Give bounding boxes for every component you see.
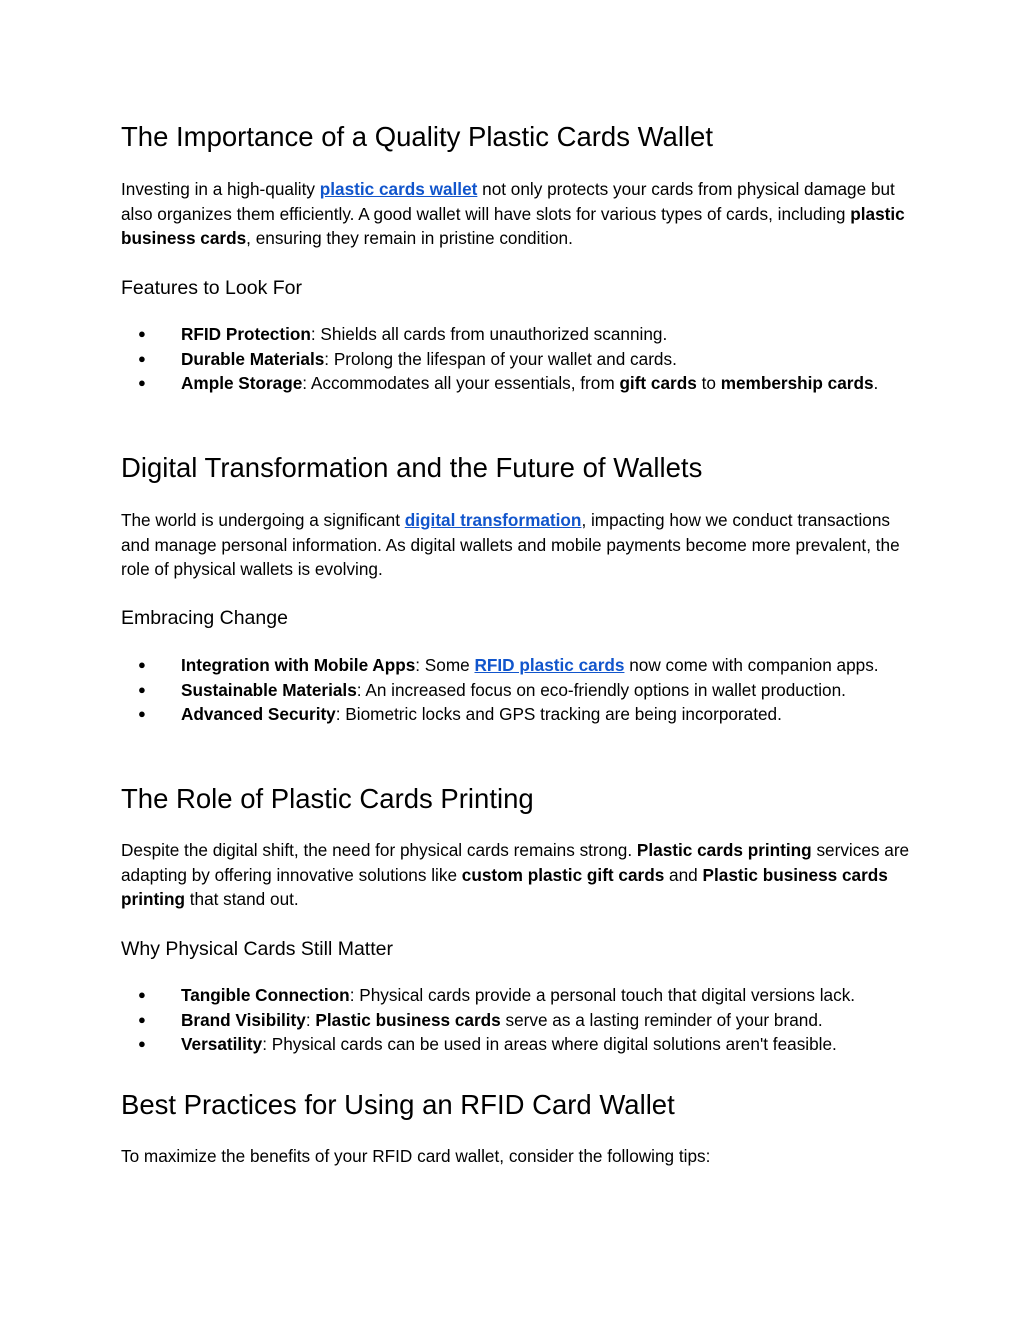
list-item: ● RFID Protection: Shields all cards from unauthorized scanning. [121, 322, 921, 347]
list-item: ● Sustainable Materials: An increased focus on eco-friendly options in wallet production. [121, 678, 921, 703]
bullet-icon: ● [138, 987, 146, 1002]
subheading-physical-cards-matter: Why Physical Cards Still Matter [121, 938, 393, 960]
physical-cards-list [121, 983, 921, 1057]
paragraph-plastic-cards-printing: Despite the digital shift, the need for physical cards remains strong. Plastic cards printing services are adapting by offering innovative solutions like custom plastic gift cards and Plastic business cards printing that stand out. [121, 840, 910, 909]
embracing-change-list [121, 653, 921, 727]
paragraph-best-practices: To maximize the benefits of your RFID card wallet, consider the following tips: [121, 1146, 711, 1166]
bullet-icon: ● [138, 657, 146, 672]
link-rfid-plastic-cards[interactable]: RFID plastic cards [474, 655, 625, 675]
bullet-icon: ● [138, 706, 146, 721]
link-digital-transformation[interactable]: digital transformation [404, 510, 582, 530]
bullet-icon: ● [138, 681, 146, 697]
list-item: ● Integration with Mobile Apps: Some RFID plastic cards now come with companion apps. [121, 653, 921, 678]
heading-plastic-cards-printing: The Role of Plastic Cards Printing [121, 783, 534, 814]
subheading-embracing-change: Embracing Change [121, 607, 288, 629]
list-item: ● Advanced Security: Biometric locks and GPS tracking are being incorporated. [121, 702, 921, 727]
paragraph-quality-wallet: Investing in a high-quality plastic cards wallet not only protects your cards from physical damage but also organizes them efficiently. A good wallet will have slots for various types of cards, including plastic business cards, ensuring they remain in pristine condition. [121, 179, 905, 248]
link-plastic-cards-wallet[interactable]: plastic cards wallet [319, 179, 478, 199]
list-item: ● Tangible Connection: Physical cards provide a personal touch that digital versions lack. [121, 983, 921, 1008]
list-item: ● Versatility: Physical cards can be used in areas where digital solutions aren't feasible. [121, 1032, 921, 1057]
features-list [121, 322, 921, 396]
list-item: ● Brand Visibility: Plastic business cards serve as a lasting reminder of your brand. [121, 1008, 921, 1033]
bullet-icon: ● [138, 326, 146, 341]
list-item: ● Durable Materials: Prolong the lifespan of your wallet and cards. [121, 347, 921, 372]
bullet-icon: ● [138, 350, 146, 366]
heading-quality-wallet: The Importance of a Quality Plastic Cards Wallet [121, 121, 713, 152]
bullet-icon: ● [138, 375, 146, 390]
paragraph-digital-transformation: The world is undergoing a significant digital transformation, impacting how we conduct transactions and manage personal information. As digital wallets and mobile payments become more prevalent, the role of physical wallets is evolving. [121, 510, 900, 579]
heading-digital-transformation: Digital Transformation and the Future of Wallets [121, 452, 703, 483]
heading-best-practices: Best Practices for Using an RFID Card Wallet [121, 1089, 675, 1120]
subheading-features: Features to Look For [121, 277, 303, 299]
list-item: ● Ample Storage: Accommodates all your essentials, from gift cards to membership cards. [121, 371, 921, 396]
bullet-icon: ● [138, 1011, 146, 1027]
bullet-icon: ● [138, 1036, 146, 1051]
